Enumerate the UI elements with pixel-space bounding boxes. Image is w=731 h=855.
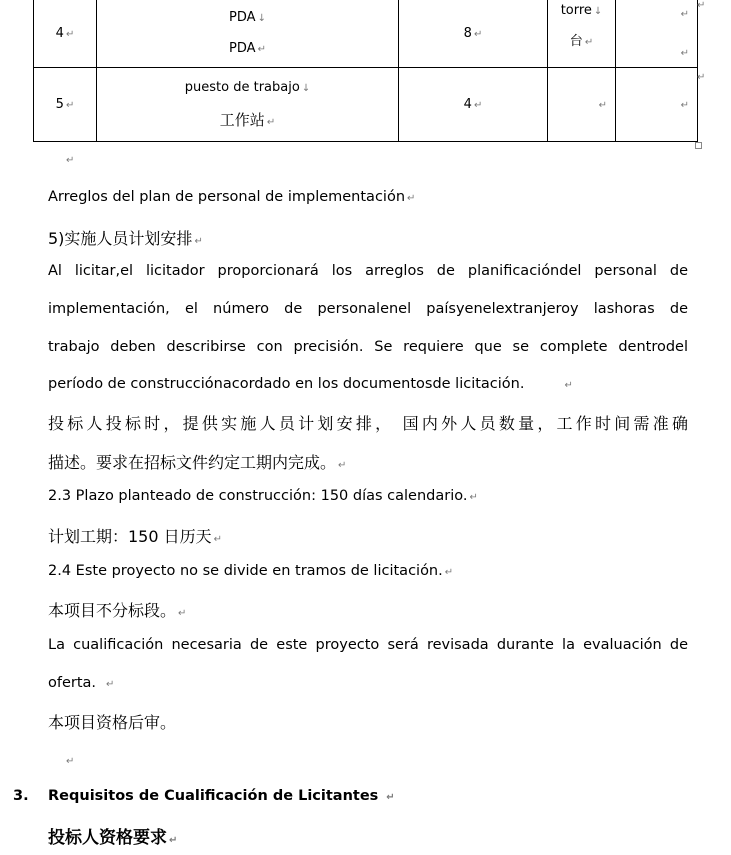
section-title-zh: 5)实施人员计划安排 ↵ <box>48 229 203 248</box>
section-3-title-es: Requisitos de Cualificación de Licitantes ↵ <box>48 788 395 804</box>
table-row <box>34 0 698 68</box>
equipment-table <box>33 0 698 142</box>
cell-remark: ↵ <box>616 68 698 142</box>
cell-qty: 4 ↵ <box>399 68 548 142</box>
paragraph-line: período de construcciónacordado en los documentosde licitación. ↵ <box>48 376 573 392</box>
section-3-number: 3. <box>13 788 29 804</box>
cell-no: 4 ↵ <box>34 0 97 68</box>
item-2-4-zh: 本项目不分标段。 ↵ <box>48 601 187 620</box>
paragraph-line-zh: 描述。要求在招标文件约定工期内完成。 ↵ <box>48 453 347 472</box>
qualif-line: oferta. ↵ <box>48 675 115 691</box>
cell-unit: torre ↓ 台 ↵ <box>548 0 616 68</box>
table-resize-handle[interactable] <box>695 142 702 149</box>
cell-qty: 8 ↵ <box>399 0 548 68</box>
row-end-mark: ↵ <box>697 72 706 83</box>
paragraph-line-zh: 投标人投标时，提供实施人员计划安排， 国内外人员数量，工作时间需准确 <box>48 414 688 433</box>
row-end-mark: ↵ <box>697 0 706 11</box>
paragraph-line: trabajo deben describirse con precisión. Se requiere que se complete dentrodel <box>48 339 688 355</box>
paragraph-line: implementación, el número de personalenel paísyenelextranjeroy lashoras de <box>48 301 688 317</box>
cell-unit: ↵ <box>548 68 616 142</box>
qualif-line: La cualificación necesaria de este proyecto será revisada durante la evaluación de <box>48 637 688 653</box>
item-2-3-es: 2.3 Plazo planteado de construcción: 150 días calendario. ↵ <box>48 488 478 504</box>
section-3-title-zh: 投标人资格要求 ↵ <box>48 828 178 848</box>
cell-item: puesto de trabajo ↓ 工作站 ↵ <box>97 68 399 142</box>
paragraph-line: Al licitar,el licitador proporcionará los arreglos de planificacióndel personal de <box>48 263 688 279</box>
item-2-3-zh: 计划工期：150 日历天 ↵ <box>48 527 223 546</box>
empty-paragraph: ↵ <box>66 756 75 767</box>
table-row <box>34 68 698 142</box>
section-title-es: Arreglos del plan de personal de implementación ↵ <box>48 189 416 205</box>
empty-paragraph: ↵ <box>66 155 75 166</box>
item-2-4-es: 2.4 Este proyecto no se divide en tramos de licitación. ↵ <box>48 563 454 579</box>
cell-no: 5 ↵ <box>34 68 97 142</box>
qualif-zh: 本项目资格后审。 <box>48 713 177 732</box>
cell-item: PDA ↓ PDA ↵ <box>97 0 399 68</box>
cell-remark: ↵ ↵ <box>616 0 698 68</box>
